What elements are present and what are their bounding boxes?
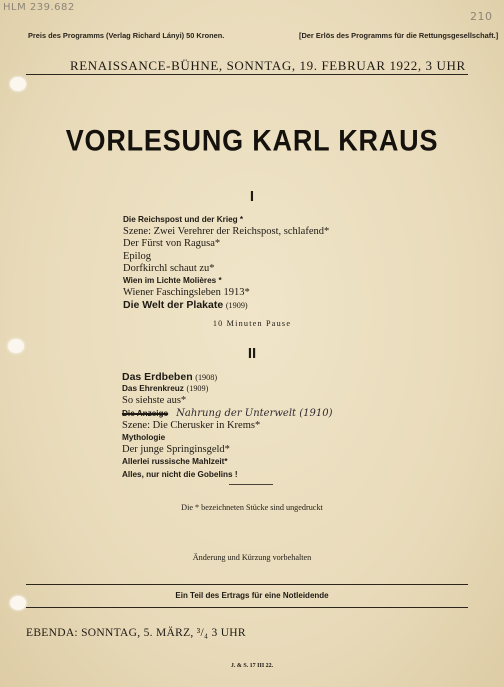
program-item: Wiener Faschingsleben 1913*	[123, 287, 250, 299]
venue-line: RENAISSANCE-BÜHNE, SONNTAG, 19. FEBRUAR 1922, 3 UHR	[70, 58, 466, 73]
program-item: Dorfkirchl schaut zu*	[123, 262, 215, 274]
program-item: Szene: Die Cherusker in Krems*	[122, 419, 261, 431]
part-one-program	[123, 214, 329, 312]
venue-rule	[26, 74, 468, 75]
intermission-note: 10 Minuten Pause	[212, 319, 292, 328]
punch-hole-top	[10, 77, 26, 91]
program-item: Wien im Lichte Molières *	[123, 275, 222, 285]
archive-number: HLM 239.682	[3, 2, 75, 13]
program-item-year: (1908)	[195, 373, 218, 382]
short-divider	[229, 484, 273, 485]
program-item-year: (1909)	[186, 384, 209, 394]
program-item-year: (1909)	[225, 301, 248, 311]
program-item: Mythologie	[122, 432, 166, 442]
changes-note: Änderung und Kürzung vorbehalten	[192, 553, 312, 562]
pencil-corner-number: 210	[470, 10, 493, 23]
program-item: Alles, nur nicht die Gobelins !	[122, 469, 238, 479]
part-one-numeral: I	[249, 188, 255, 205]
program-item: Die Welt der Plakate	[123, 299, 224, 312]
part-two-numeral: II	[247, 345, 257, 362]
proceeds-note: [Der Erlös des Programms für die Rettungsgesellschaft.]	[299, 31, 499, 40]
program-item: Der Fürst von Ragusa*	[123, 238, 221, 250]
part-two-program	[122, 371, 333, 481]
charity-note: Ein Teil des Ertrags für eine Notleidende	[175, 591, 329, 600]
struck-program-item: Die Anzeige	[122, 408, 169, 418]
charity-rule-bottom	[26, 607, 468, 608]
price-note: Preis des Programms (Verlag Richard Lányi) 50 Kronen.	[28, 31, 225, 40]
program-item: Epilog	[123, 250, 151, 262]
program-item: Die Reichspost und der Krieg *	[123, 215, 244, 224]
handwritten-insert: Nahrung der Unterwelt (1910)	[176, 407, 333, 419]
program-item: Das Erdbeben	[122, 371, 193, 383]
program-item: So siehste aus*	[122, 395, 187, 407]
footnote: Die * bezeichneten Stücke sind ungedruckt	[181, 503, 323, 512]
program-item: Allerlei russische Mahlzeit*	[122, 457, 228, 467]
page-title: VORLESUNG KARL KRAUS	[65, 124, 439, 158]
printer-mark: J. & S. 17 III 22.	[230, 663, 274, 669]
next-date: EBENDA: SONNTAG, 5. MÄRZ, ³/₄ 3 UHR	[26, 627, 246, 639]
program-item: Szene: Zwei Verehrer der Reichspost, schlafend*	[123, 226, 330, 238]
program-item: Der junge Springinsgeld*	[122, 444, 230, 456]
program-item: Das Ehrenkreuz	[122, 384, 184, 394]
charity-rule-top	[26, 584, 468, 585]
